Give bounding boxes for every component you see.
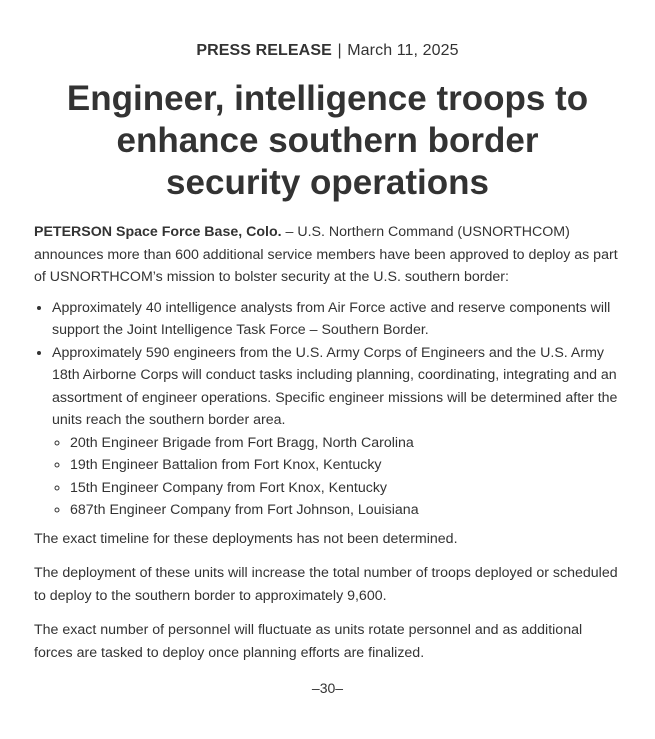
header-separator: | — [337, 42, 342, 59]
engineer-units-list — [52, 432, 621, 522]
unit-item: ◦ 20th Engineer Brigade from Fort Bragg, North Carolina — [70, 432, 621, 455]
lead-text: – U.S. Northern Command (USNORTHCOM) announces more than 600 additional service members have been approved to deploy as part of USNORTHCOM’s mission to bolster security at the U.S. southern border: — [34, 224, 618, 285]
body-paragraph-total-troops: The deployment of these units will increase the total number of troops deployed or scheduled to deploy to the southern border to approximately 9,600. — [34, 565, 618, 604]
list-item-text: Approximately 590 engineers from the U.S. Army Corps of Engineers and the U.S. Army 18th Airborne Corps will conduct tasks including planning, coordinating, integrating and an assortment of engineer operations. Specific engineer missions will be determined after the units reach the southern border area. — [52, 344, 618, 428]
body-paragraph-personnel: The exact number of personnel will fluctuate as units rotate personnel and as additional forces are tasked to deploy once planning efforts are finalized. — [34, 622, 583, 661]
unit-item: ◦ 687th Engineer Company from Fort Johnson, Louisiana — [70, 499, 621, 522]
lead-paragraph — [34, 221, 621, 289]
list-item-intelligence — [52, 297, 621, 342]
release-header — [34, 41, 621, 61]
release-type-label: PRESS RELEASE — [196, 42, 332, 59]
end-mark: –30– — [311, 680, 344, 696]
body-paragraph-timeline: The exact timeline for these deployments has not been determined. — [34, 530, 458, 547]
list-item-text: Approximately 40 intelligence analysts from Air Force active and reserve components will support the Joint Intelligence Task Force – Southern Border. — [52, 299, 611, 338]
press-release-page — [0, 41, 655, 696]
unit-item: ◦ 15th Engineer Company from Fort Knox, Kentucky — [70, 477, 621, 500]
dateline: PETERSON Space Force Base, Colo. — [34, 224, 282, 240]
release-date: March 11, 2025 — [347, 42, 459, 59]
deployment-list — [34, 297, 621, 522]
page-title: Engineer, intelligence troops to enhance southern border security operations — [66, 79, 589, 202]
list-item-engineers — [52, 342, 621, 522]
unit-item: ◦ 19th Engineer Battalion from Fort Knox, Kentucky — [70, 454, 621, 477]
